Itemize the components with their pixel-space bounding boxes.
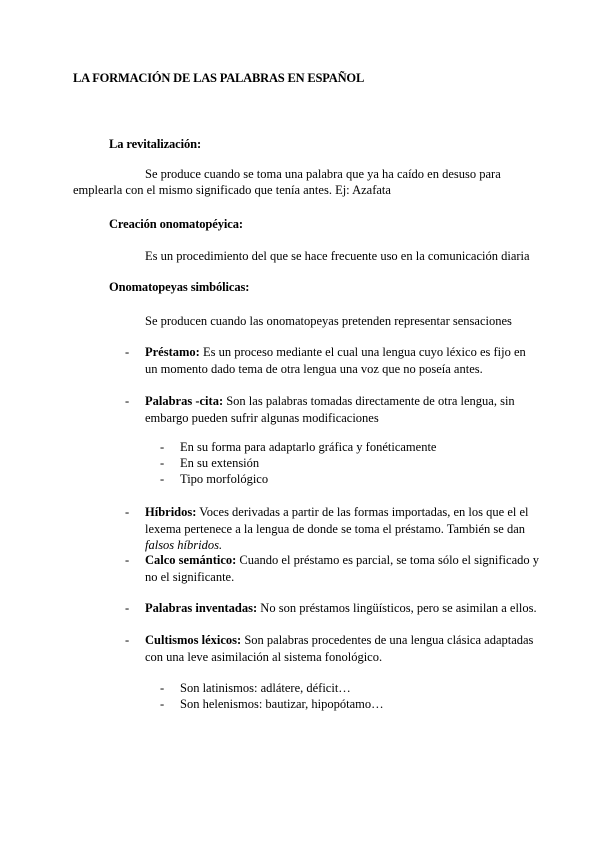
- bullet-dash: -: [125, 553, 130, 567]
- term-definition: Son las palabras tomadas directamente de otra lengua, sin embargo pueden sufrir algunas modificaciones: [145, 394, 515, 425]
- heading-onomatopeyas: Onomatopeyas simbólicas:: [109, 280, 250, 294]
- sub-bullet-dash: -: [160, 697, 165, 711]
- onomatopeyas-text: Se producen cuando las onomatopeyas pretenden representar sensaciones: [145, 314, 512, 328]
- creacion-text: Es un procedimiento del que se hace frecuente uso en la comunicación diaria: [145, 249, 530, 263]
- term-definition: Voces derivadas a partir de las formas importadas, en los que el el lexema pertenece a la lengua de donde se toma el préstamo. También se dan: [145, 505, 529, 536]
- bullet-dash: -: [125, 394, 130, 408]
- list-item-hibridos: [145, 504, 540, 554]
- term-label: Palabras inventadas:: [145, 601, 258, 615]
- sub-bullet-dash: -: [160, 472, 165, 486]
- bullet-dash: -: [125, 601, 130, 615]
- list-item-palabras-cita: [145, 393, 540, 426]
- revitalizacion-line2: emplearla con el mismo significado que tenía antes. Ej: Azafata: [73, 183, 391, 197]
- sub-list-item: Son helenismos: bautizar, hipopótamo…: [180, 697, 384, 711]
- sub-list-item: Son latinismos: adlátere, déficit…: [180, 681, 351, 695]
- heading-revitalizacion: La revitalización:: [109, 137, 202, 151]
- bullet-dash: -: [125, 633, 130, 647]
- revitalizacion-line1: Se produce cuando se toma una palabra que ya ha caído en desuso para: [145, 167, 501, 181]
- heading-creacion: Creación onomatopéyica:: [109, 217, 243, 231]
- term-italic: falsos híbridos.: [145, 538, 223, 552]
- term-label: Calco semántico:: [145, 553, 237, 567]
- sub-bullet-dash: -: [160, 456, 165, 470]
- sub-bullet-dash: -: [160, 681, 165, 695]
- document-title: LA FORMACIÓN DE LAS PALABRAS EN ESPAÑOL: [73, 71, 365, 85]
- sub-list-item: Tipo morfológico: [180, 472, 269, 486]
- list-item-inventadas: [145, 600, 565, 617]
- term-definition: Cuando el préstamo es parcial, se toma sólo el significado y no el significante.: [145, 553, 539, 584]
- term-definition: No son préstamos lingüísticos, pero se asimilan a ellos.: [257, 601, 537, 615]
- list-item-calco: [145, 552, 540, 585]
- list-item-prestamo: [145, 344, 540, 377]
- sub-list-item: En su forma para adaptarlo gráfica y fonéticamente: [180, 440, 437, 454]
- bullet-dash: -: [125, 505, 130, 519]
- sub-list-item: En su extensión: [180, 456, 260, 470]
- bullet-dash: -: [125, 345, 130, 359]
- term-label: Híbridos:: [145, 505, 197, 519]
- term-definition: Es un proceso mediante el cual una lengua cuyo léxico es fijo en un momento dado tema de otra lengua una voz que no poseía antes.: [145, 345, 526, 376]
- list-item-cultismos: [145, 632, 540, 665]
- term-label: Cultismos léxicos:: [145, 633, 242, 647]
- sub-bullet-dash: -: [160, 440, 165, 454]
- term-definition: Son palabras procedentes de una lengua clásica adaptadas con una leve asimilación al sistema fonológico.: [145, 633, 534, 664]
- term-label: Préstamo:: [145, 345, 200, 359]
- term-label: Palabras -cita:: [145, 394, 224, 408]
